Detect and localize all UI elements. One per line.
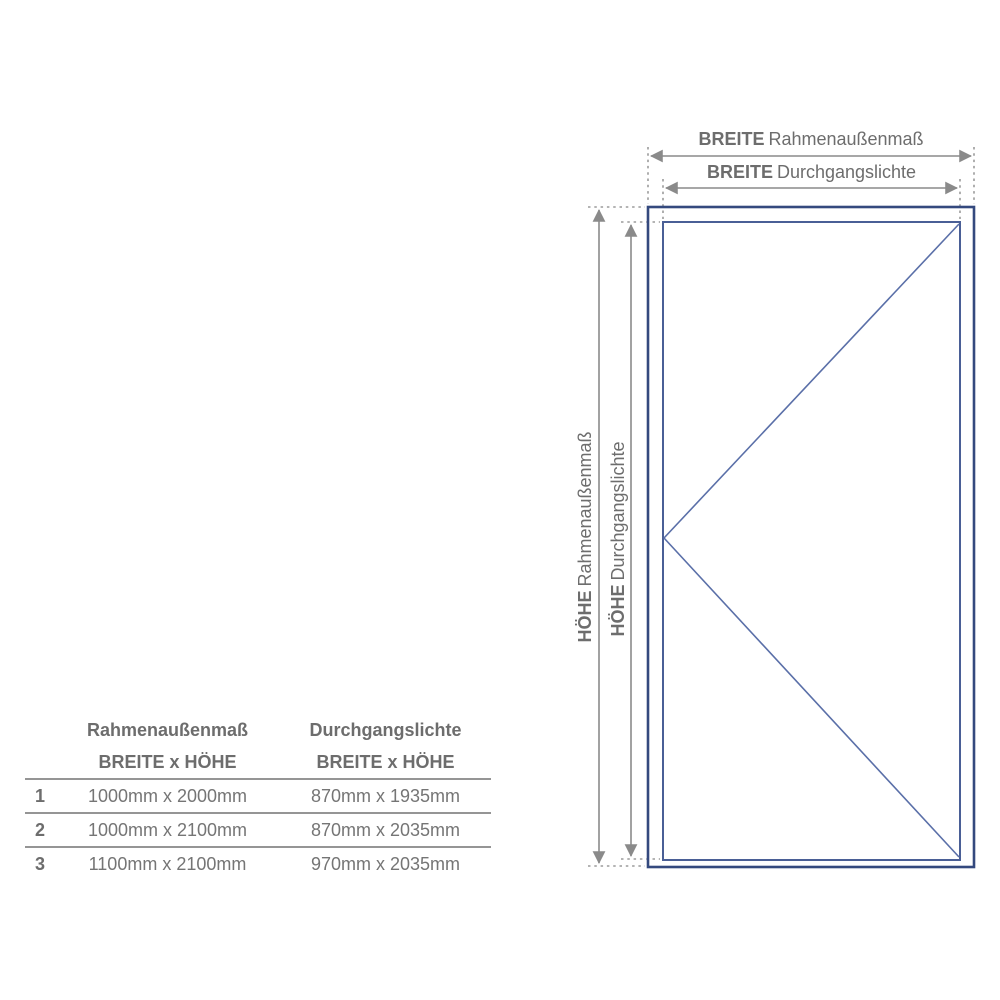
dim-label-rest: Rahmenaußenmaß [575, 431, 595, 587]
dim-label-rest: Durchgangslichte [776, 162, 917, 182]
cell-durchgangslichte: 970mm x 2035mm [310, 853, 461, 874]
header-nr-blank [25, 714, 55, 746]
size-table [25, 714, 491, 880]
subheader-nr-blank [25, 746, 55, 779]
dim-label-rest: Durchgangslichte [608, 441, 628, 581]
row-number: 3 [34, 853, 45, 874]
dim-label-rest: Rahmenaußenmaß [768, 129, 924, 149]
dim-label-hoehe-durchgangslichte [608, 441, 628, 636]
door-swing-line-bottom [664, 538, 959, 857]
cell-durchgangslichte: 870mm x 2035mm [310, 819, 461, 840]
header-rahmenaussenmass: Rahmenaußenmaß [86, 719, 249, 740]
door-swing-line-top [664, 224, 959, 538]
row-number: 2 [34, 819, 45, 840]
door-inner-frame [663, 222, 960, 860]
size-table-header [25, 714, 491, 779]
subheader-breite-x-hoehe-2: BREITE x HÖHE [316, 751, 455, 772]
dim-label-breite-rahmenaussenmass [648, 129, 974, 149]
dim-label-bold: HÖHE [575, 590, 595, 643]
cell-rahmenaussenmass: 1000mm x 2000mm [87, 785, 248, 806]
table-row [25, 779, 491, 813]
header-durchgangslichte: Durchgangslichte [309, 719, 462, 740]
table-row [25, 847, 491, 880]
extension-lines [588, 147, 974, 866]
cell-rahmenaussenmass: 1100mm x 2100mm [88, 853, 247, 874]
subheader-breite-x-hoehe-1: BREITE x HÖHE [98, 751, 237, 772]
cell-durchgangslichte: 870mm x 1935mm [310, 785, 461, 806]
dim-label-hoehe-rahmenaussenmass [575, 431, 595, 642]
cell-rahmenaussenmass: 1000mm x 2100mm [87, 819, 248, 840]
dim-label-breite-durchgangslichte [663, 162, 960, 182]
dim-label-bold: BREITE [698, 129, 765, 149]
door-outer-frame [648, 207, 974, 867]
dim-label-bold: HÖHE [608, 584, 628, 637]
dim-label-bold: BREITE [706, 162, 773, 182]
row-number: 1 [34, 785, 45, 806]
table-row [25, 813, 491, 847]
